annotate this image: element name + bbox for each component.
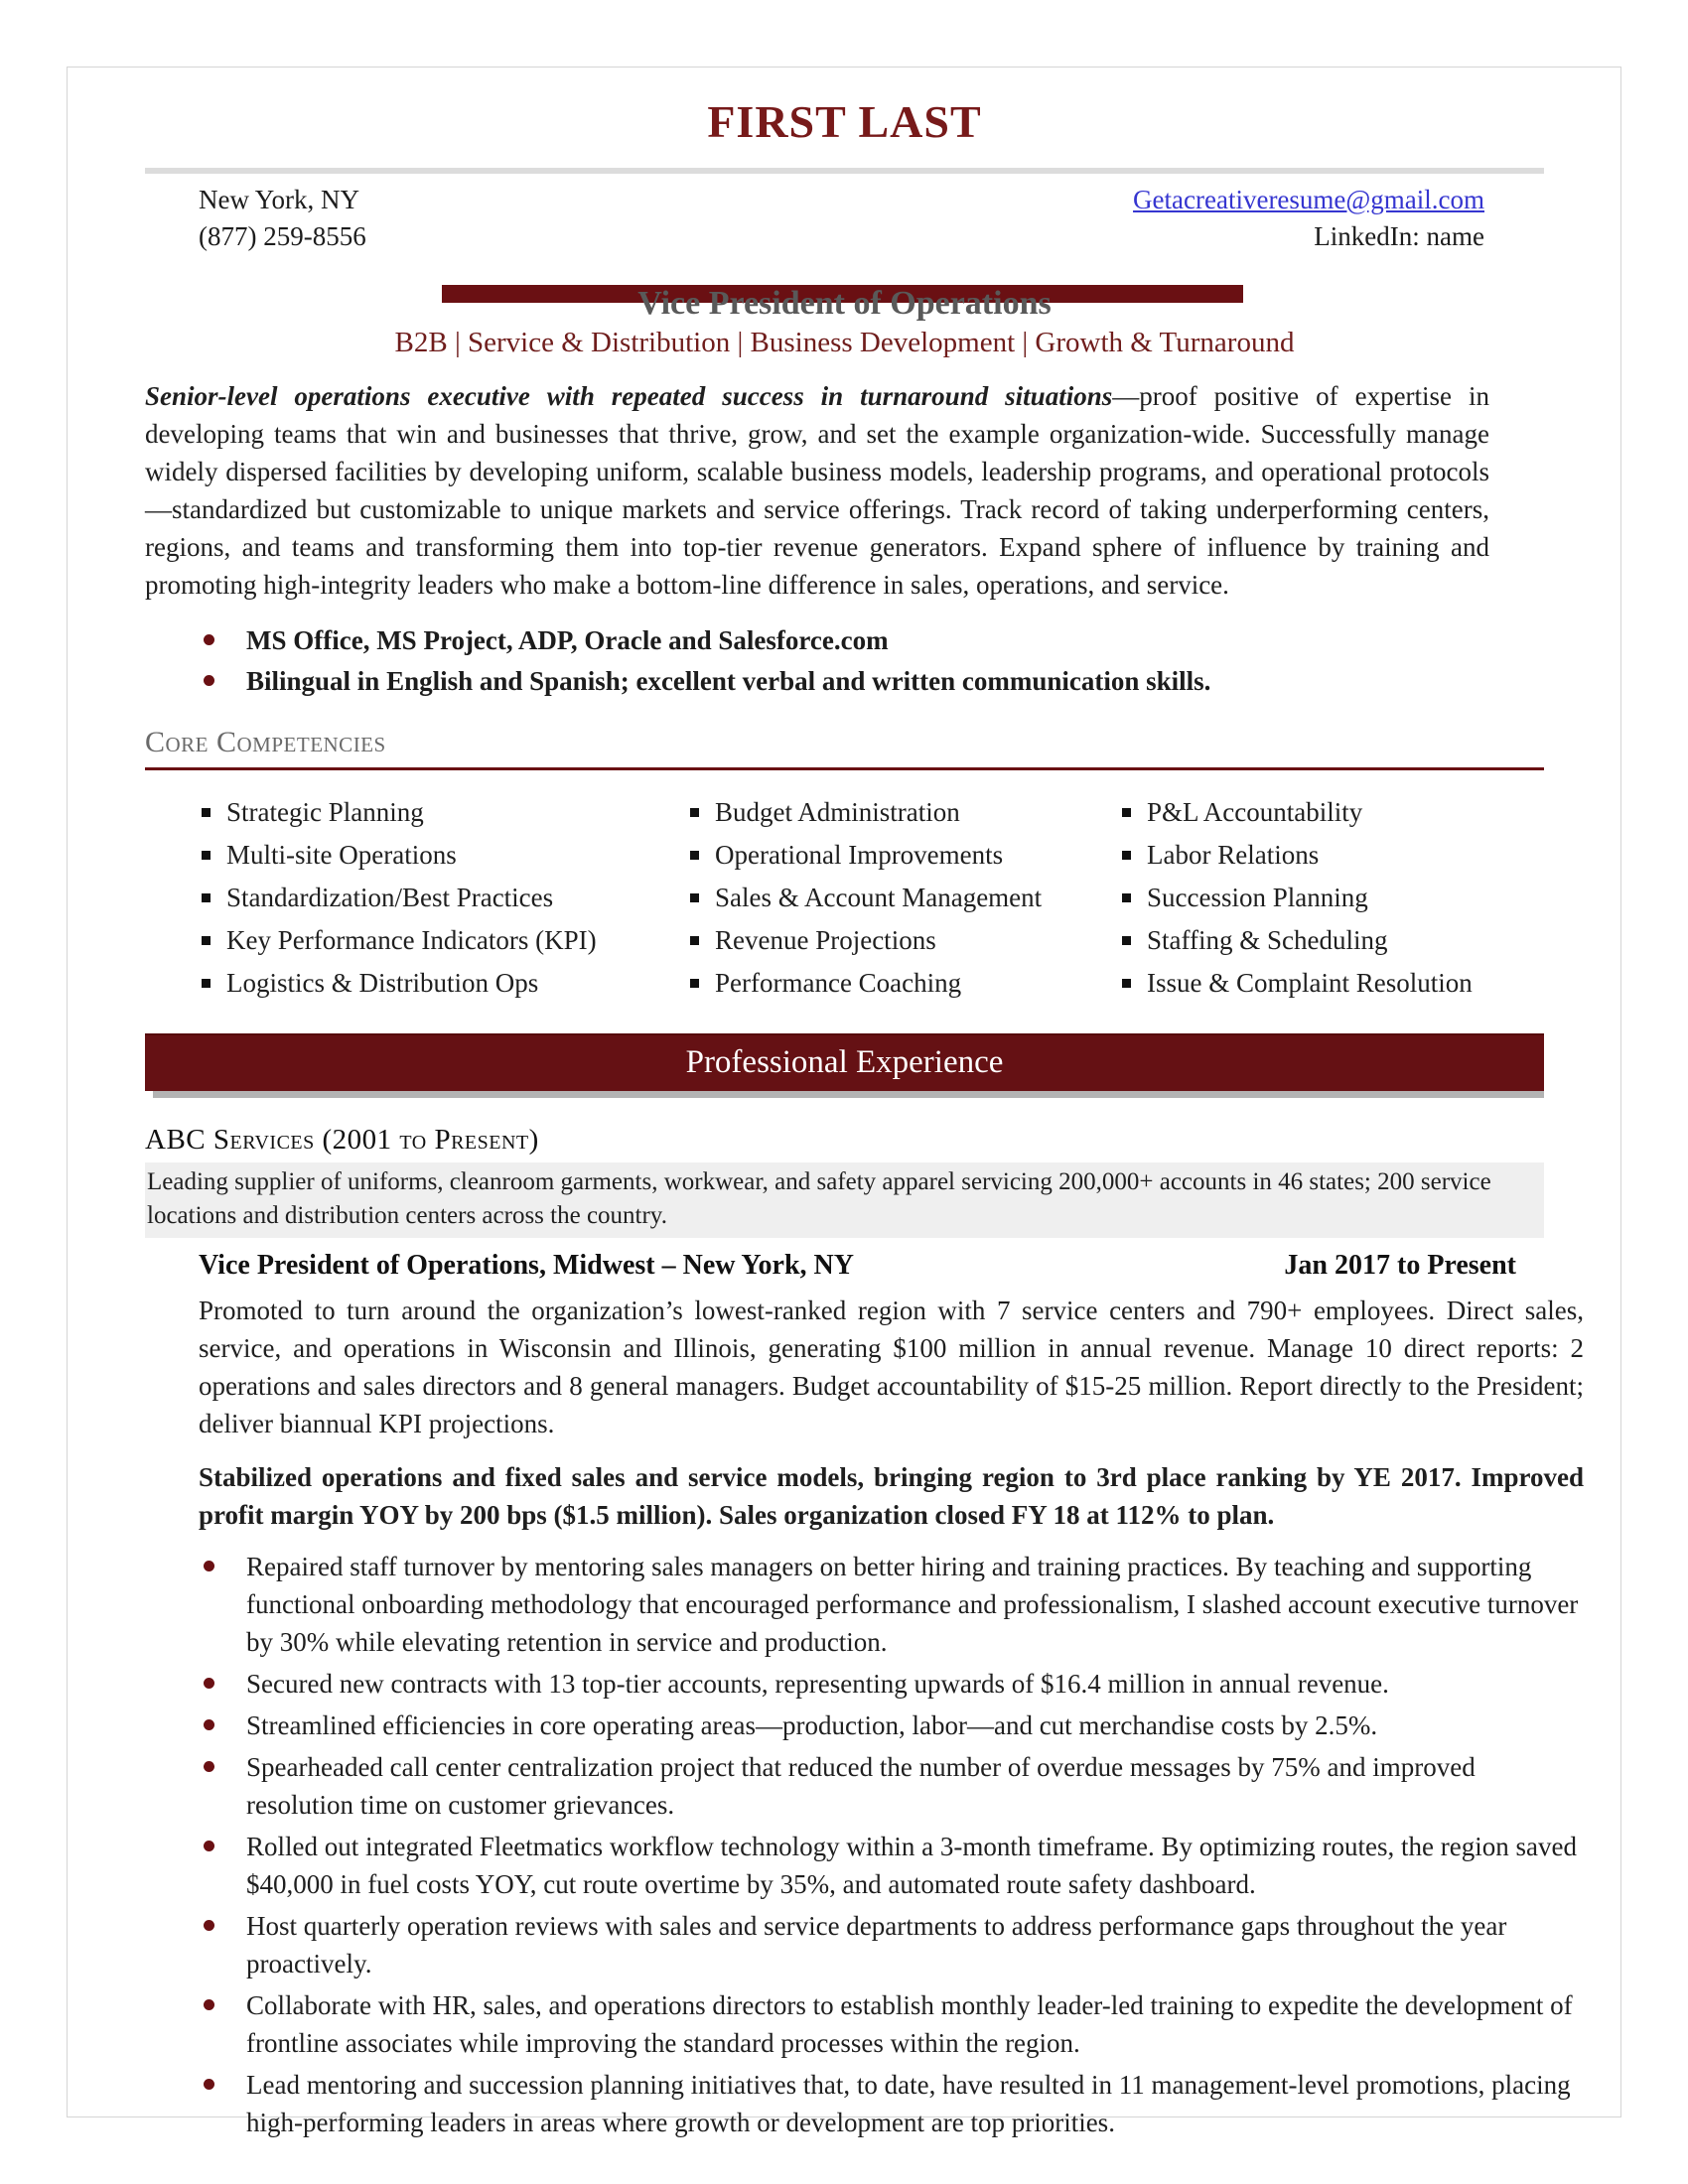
competency-item: Labor Relations [1122,837,1544,874]
candidate-name: FIRST LAST [707,96,982,147]
competency-item: Key Performance Indicators (KPI) [202,922,690,959]
contact-city: New York, NY [199,185,360,214]
competency-item: Revenue Projections [690,922,1122,959]
competency-item: Strategic Planning [202,794,690,831]
role-bullet: Repaired staff turnover by mentoring sales managers on better hiring and training practices. By teaching and supporting functional onboarding methodology that encouraged performance and professionalism, I slashed account executive turnover by 30% while elevating retention in service and production. [145,1548,1584,1661]
contact-right [1133,182,1544,255]
banner-shadow [153,1091,1544,1098]
summary-paragraph [145,377,1489,604]
role-dates: Jan 2017 to Present [1284,1250,1516,1281]
skill-bullet: Bilingual in English and Spanish; excellent verbal and written communication skills. [145,662,1544,700]
contact-block [145,182,1544,255]
contact-phone: (877) 259-8556 [199,221,366,251]
headline-tagline: B2B | Service & Distribution | Business Development | Growth & Turnaround [394,327,1295,358]
core-competencies-grid [145,794,1544,1002]
email-link[interactable]: Getacreativeresume@gmail.com [1133,185,1484,214]
role-paragraph: Promoted to turn around the organization’s lowest-ranked region with 7 service centers and 790+ employees. Direct sales, service, and operations in Wisconsin and Illinois, generating $100 million in annual revenue. Manage 10 direct reports: 2 operations and sales directors and 8 general managers. Budget accountability of $15-25 million. Report directly to the President; deliver biannual KPI projections. [199,1296,1584,1438]
competency-item: Logistics & Distribution Ops [202,965,690,1002]
competency-item: Budget Administration [690,794,1122,831]
professional-experience-banner: Professional Experience [145,1033,1544,1091]
contact-left [145,182,366,255]
company-name-line: ABC Services (2001 to Present) [145,1124,539,1156]
role-bullet: Rolled out integrated Fleetmatics workflow technology within a 3-month timeframe. By optimizing routes, the region saved $40,000 in fuel costs YOY, cut route overtime by 35%, and automated route safety dashboard. [145,1828,1584,1903]
role-bullet: Host quarterly operation reviews with sales and service departments to address performance gaps throughout the year proactively. [145,1907,1584,1982]
skill-bullet: MS Office, MS Project, ADP, Oracle and Salesforce.com [145,621,1544,659]
role-bullet: Lead mentoring and succession planning initiatives that, to date, have resulted in 11 management-level promotions, placing high-performing leaders in areas where growth or development are top priorities. [145,2066,1584,2141]
headline-role-title: Vice President of Operations [637,285,1052,322]
resume-page [145,95,1584,2145]
role-bullet-list [145,1548,1584,2141]
role-bullet: Collaborate with HR, sales, and operations directors to establish monthly leader-led training to expedite the development of frontline associates while improving the standard processes within the region. [145,1986,1584,2062]
skill-bullet-list [145,621,1544,700]
competency-item: Operational Improvements [690,837,1122,874]
competency-item: Sales & Account Management [690,880,1122,916]
competency-item: Multi-site Operations [202,837,690,874]
role-title: Vice President of Operations, Midwest – New York, NY [199,1250,854,1281]
summary-lead: Senior-level operations executive with repeated success in turnaround situations [145,381,1113,411]
summary-rest: —proof positive of expertise in developing teams that win and businesses that thrive, grow, and set the example organization-wide. Successfully manage widely dispersed facilities by developing uniform, scalable business models, leadership programs, and operational protocols—standardized but customizable to unique markets and service offerings. Track record of taking underperforming centers, regions, and teams and transforming them into top-tier revenue generators. Expand sphere of influence by training and promoting high-integrity leaders who make a bottom-line difference in sales, operations, and service. [145,381,1489,600]
role-bullet: Secured new contracts with 13 top-tier accounts, representing upwards of $16.4 million in annual revenue. [145,1665,1584,1703]
name-divider-rule [145,168,1544,174]
role-header-row [145,1250,1544,1282]
role-bullet: Streamlined efficiencies in core operating areas—production, labor—and cut merchandise costs by 2.5%. [145,1706,1584,1744]
competency-item: Staffing & Scheduling [1122,922,1544,959]
core-competencies-heading: Core Competencies [145,726,1544,770]
competency-item: Succession Planning [1122,880,1544,916]
competency-item: Performance Coaching [690,965,1122,1002]
competency-item: Issue & Complaint Resolution [1122,965,1544,1002]
competency-item: P&L Accountability [1122,794,1544,831]
company-description: Leading supplier of uniforms, cleanroom garments, workwear, and safety apparel servicing 200,000+ accounts in 46 states; 200 service locations and distribution centers across the country. [145,1162,1544,1238]
role-bullet: Spearheaded call center centralization project that reduced the number of overdue messages by 75% and improved resolution time on customer grievances. [145,1748,1584,1824]
role-highlight-paragraph: Stabilized operations and fixed sales and service models, bringing region to 3rd place ranking by YE 2017. Improved profit margin YOY by 200 bps ($1.5 million). Sales organization closed FY 18 at 112% to plan. [199,1462,1584,1530]
linkedin-label: LinkedIn: name [1314,221,1484,251]
competency-item: Standardization/Best Practices [202,880,690,916]
